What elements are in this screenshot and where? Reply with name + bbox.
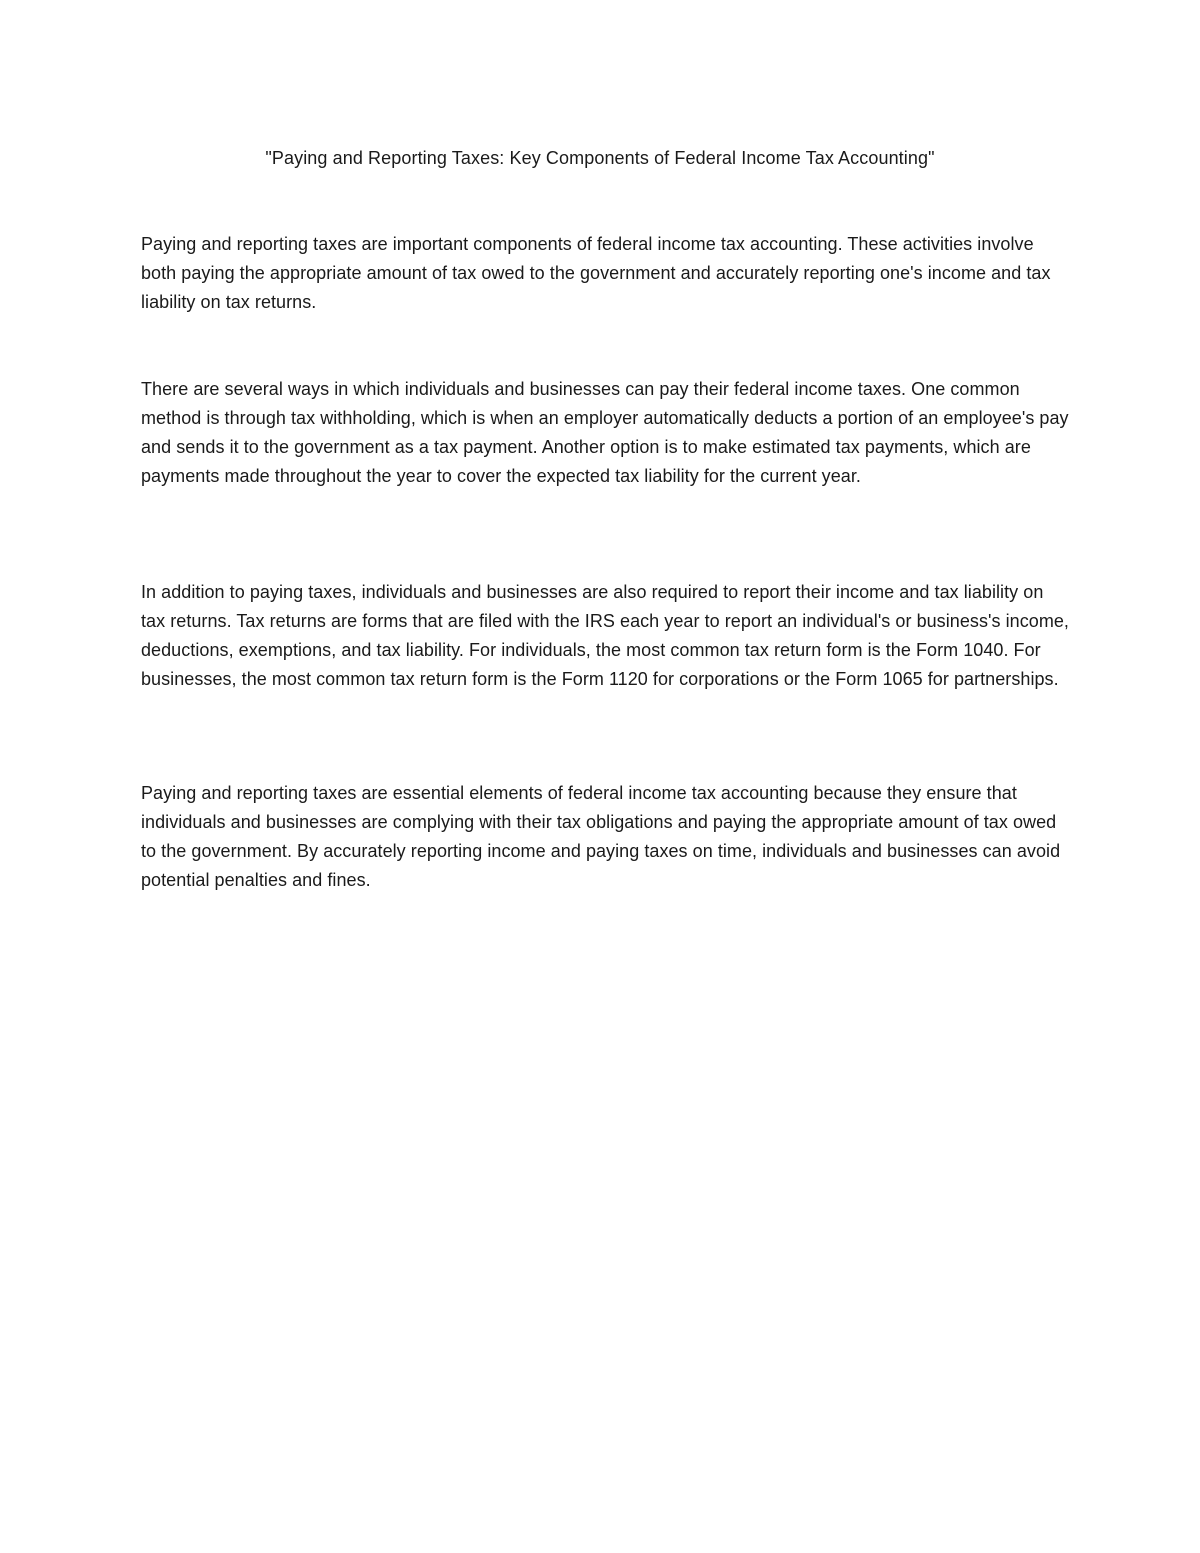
paragraph-payment-methods: There are several ways in which individuals and businesses can pay their federal income taxes. One common method is through tax withholding, which is when an employer automatically deducts a portion of an employee's pay and sends it to the government as a tax payment. Another option is to make estimated tax payments, which are payments made throughout the year to cover the expected tax liability for the current year. xyxy=(141,379,1069,486)
document-title: "Paying and Reporting Taxes: Key Components of Federal Income Tax Accounting" xyxy=(265,148,935,168)
paragraph-conclusion: Paying and reporting taxes are essential elements of federal income tax accounting because they ensure that individuals and businesses are complying with their tax obligations and paying the appropriate amount of tax owed to the government. By accurately reporting income and paying taxes on time, individuals and businesses can avoid potential penalties and fines. xyxy=(141,783,1061,890)
paragraph-tax-returns: In addition to paying taxes, individuals and businesses are also required to report their income and tax liability on tax returns. Tax returns are forms that are filed with the IRS each year to report an individual's or business's income, deductions, exemptions, and tax liability. For individuals, the most common tax return form is the Form 1040. For businesses, the most common tax return form is the Form 1120 for corporations or the Form 1065 for partnerships. xyxy=(141,582,1069,689)
paragraph-intro: Paying and reporting taxes are important components of federal income tax accounting. These activities involve both paying the appropriate amount of tax owed to the government and accurately reporting one's income and tax liability on tax returns. xyxy=(141,234,1051,312)
